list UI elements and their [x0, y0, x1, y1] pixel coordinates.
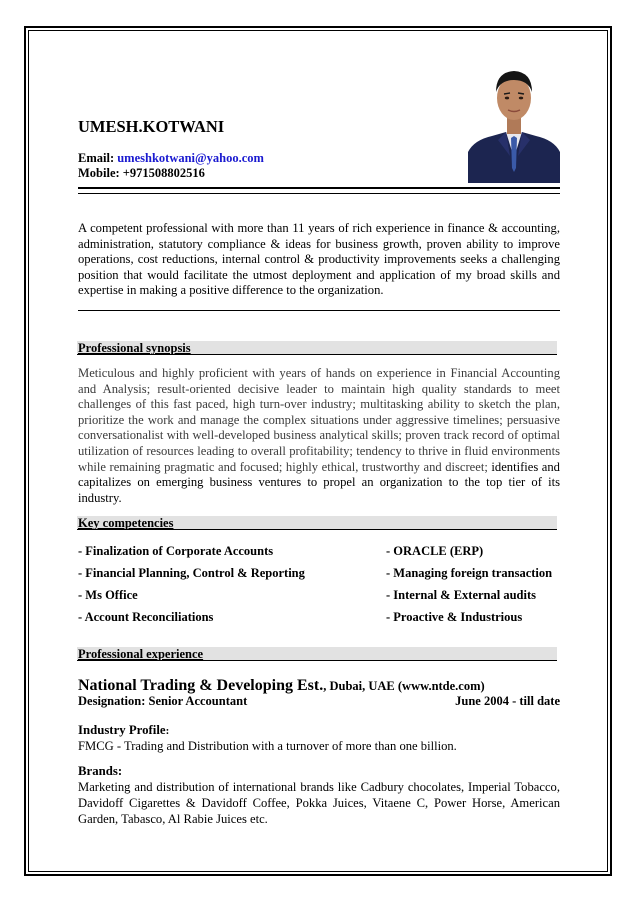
brands-label: Brands: — [78, 764, 123, 778]
company-name: National Trading & Developing Est. — [78, 677, 324, 694]
section-heading-experience: Professional experience — [77, 647, 557, 661]
email-line — [78, 151, 264, 166]
industry-profile-label: Industry Profile: — [78, 723, 170, 737]
synopsis-text-ending: identifies and capitalizes on emerging business ventures to propel an organization to the top tier of its industry. — [78, 459, 560, 505]
synopsis-text-main: Meticulous and highly proficient with years of hands on experience in Financial Accounting and Analysis; result-oriented decisive leader to maintain high quality standards to meet challenges of this fast paced, high turn-over industry; multitasking ability to sketch the plan, prioritize the work and manage the complex situations under aggressive timelines; persuasive conversationalist with well-developed business analytical skills; proven track record of optimal utilization of resources leading to overall profitability; tendency to thrive in fluid environments while remaining pragmatic and focused; highly ethical, trustworthy and discreet; — [78, 366, 560, 474]
competency-item: - Finalization of Corporate Accounts — [78, 544, 274, 558]
competency-item: - Financial Planning, Control & Reporting — [78, 566, 305, 580]
designation: Designation: Senior Accountant — [78, 694, 248, 708]
designation-line — [78, 694, 560, 709]
competency-item: - Internal & External audits — [386, 588, 536, 602]
competency-item: - Proactive & Industrious — [386, 610, 523, 624]
company-line — [78, 677, 485, 695]
brands-text: Marketing and distribution of international brands like Cadbury chocolates, Imperial Tobacco, Davidoff Cigarettes & Davidoff Coffee, Pokka Juices, Vitaene C, Power Horse, American Garden, Tabasco, Al Rabie Juices etc. — [78, 780, 560, 826]
competency-item: - ORACLE (ERP) — [386, 544, 484, 558]
competency-item: - Ms Office — [78, 588, 138, 602]
competency-item: - Managing foreign transaction — [386, 566, 553, 580]
mobile-number: +971508802516 — [122, 166, 205, 180]
competency-item: - Account Reconciliations — [78, 610, 214, 624]
email-link[interactable]: umeshkotwani@yahoo.com — [117, 151, 264, 165]
industry-profile-text: FMCG - Trading and Distribution with a turnover of more than one billion. — [78, 739, 457, 753]
section-heading-synopsis: Professional synopsis — [77, 341, 557, 355]
employment-dates: June 2004 - till date — [455, 694, 560, 708]
mobile-label: Mobile: — [78, 166, 120, 180]
email-label: Email: — [78, 151, 115, 165]
synopsis-text — [78, 366, 560, 506]
candidate-name: UMESH.KOTWANI — [78, 117, 225, 136]
divider — [78, 187, 560, 189]
mobile-line — [78, 166, 205, 181]
section-heading-competencies: Key competencies — [77, 516, 557, 530]
company-location: , Dubai, UAE (www.ntde.com) — [323, 679, 485, 693]
career-summary: A competent professional with more than 11 years of rich experience in finance & accounting, administration, statutory compliance & ideas for business growth, proven ability to improve operations, cost reductions, internal control & productivity improvements seeks a challenging position that would facilitate the utmost deployment and application of my broad skills and expertise in making a positive difference to the organization. — [78, 221, 560, 298]
divider — [78, 193, 560, 194]
profile-photo — [468, 60, 560, 183]
divider — [78, 310, 560, 311]
